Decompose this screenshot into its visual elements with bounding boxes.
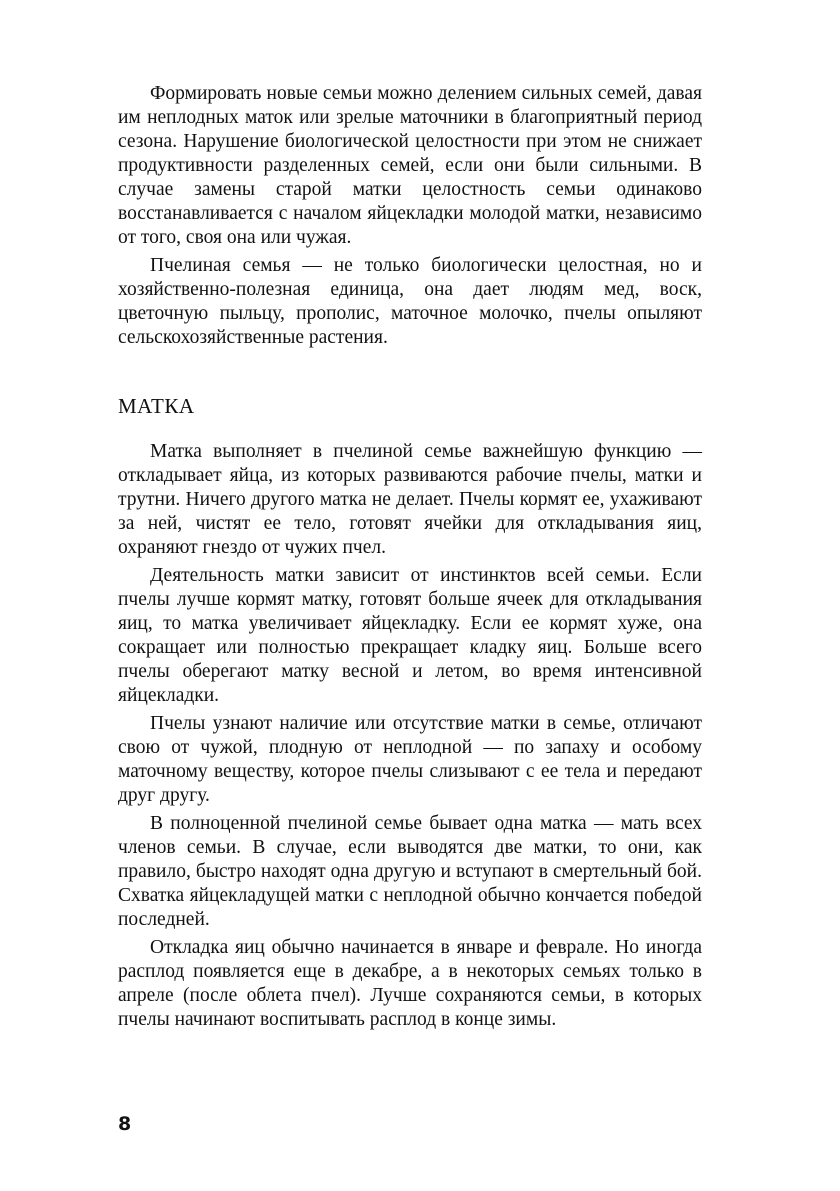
- section-paragraph-1: Матка выполняет в пчелиной семье важнейшую функцию — откладывает яйца, из которых развиваются рабочие пчелы, матки и трутни. Ничего другого матка не делает. Пчелы кормят ее, ухаживают за ней, чистят ее тело, готовят ячейки для откладывания яиц, охраняют гнездо от чужих пчел.: [118, 441, 702, 558]
- page-number: 8: [118, 1113, 132, 1135]
- section-heading: МАТКА: [118, 394, 195, 418]
- section-paragraph-5: Откладка яиц обычно начинается в январе и феврале. Но иногда расплод появляется еще в декабре, а в некоторых семьях только в апреле (после облета пчел). Лучше сохраняются семьи, в которых пчелы начинают воспитывать расплод в конце зимы.: [118, 937, 702, 1030]
- section-paragraph-2: Деятельность матки зависит от инстинктов всей семьи. Если пчелы лучше кормят матку, готовят больше ячеек для откладывания яиц, то матка увеличивает яйцекладку. Если ее кормят хуже, она сокращает или полностью прекращает кладку яиц. Больше всего пчелы оберегают матку весной и летом, во время интенсивной яйцекладки.: [118, 565, 702, 706]
- section-paragraph-4: В полноценной пчелиной семье бывает одна матка — мать всех членов семьи. В случае, если выводятся две матки, то они, как правило, быстро находят одна другую и вступают в смертельный бой. Схватка яйцекладущей матки с неплодной обычно кончается победой последней.: [118, 813, 702, 930]
- section-paragraph-3: Пчелы узнают наличие или отсутствие матки в семье, отличают свою от чужой, плодную от неплодной — по запаху и особому маточному веществу, которое пчелы слизывают с ее тела и передают друг другу.: [118, 713, 702, 806]
- page-content: [118, 82, 702, 1032]
- intro-paragraph-1: Формировать новые семьи можно делением сильных семей, давая им неплодных маток или зрелые маточники в благоприятный период сезона. Нарушение биологической целостности при этом не снижает продуктивности разделенных семей, если они были сильными. В случае замены старой матки целостность семьи одинаково восстанавливается с началом яйцекладки молодой матки, независимо от того, своя она или чужая.: [118, 83, 702, 248]
- intro-paragraph-2: Пчелиная семья — не только биологически целостная, но и хозяйственно-полезная единица, она дает людям мед, воск, цветочную пыльцу, прополис, маточное молочко, пчелы опыляют сельскохозяйственные растения.: [118, 255, 702, 348]
